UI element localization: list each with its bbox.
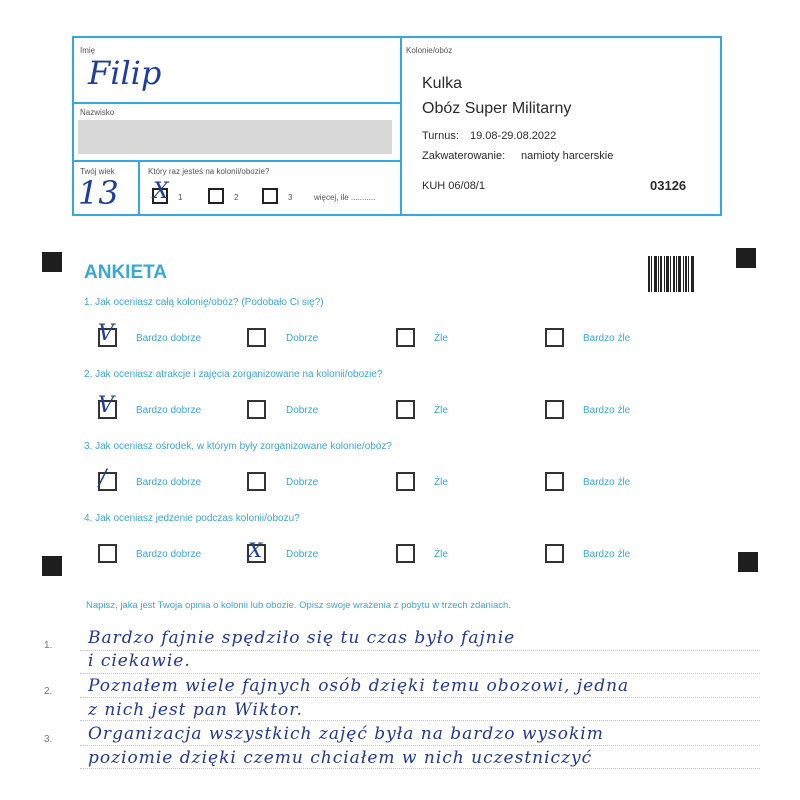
q3-bardzo-dobrze-label: Bardzo dobrze (136, 477, 202, 488)
q3-dobrze-checkbox[interactable] (247, 472, 266, 491)
q2-dobrze-label: Dobrze (286, 405, 319, 416)
q1-bardzo-zle-label: Bardzo źle (583, 333, 631, 344)
imie-value: Filip (88, 54, 162, 92)
camp-code: KUH 06/08/1 (422, 180, 485, 192)
nazwisko-label: Nazwisko (80, 108, 115, 117)
q2-zle-checkbox[interactable] (396, 400, 415, 419)
opinion-prompt: Napisz, jaka jest Twoja opinia o kolonii lub obozie. Opisz swoje wrażenia z pobytu w trzech zdaniach. (86, 600, 511, 611)
line-number-3: 3. (44, 734, 53, 745)
question-3: 3. Jak oceniasz ośrodek, w którym były zorganizowane kolonie/obóz? (84, 441, 392, 452)
survey-title: ANKIETA (84, 262, 168, 283)
q3-check-mark: / (99, 466, 107, 491)
answer-line (80, 720, 760, 721)
visit-2-checkbox[interactable] (208, 188, 224, 204)
q2-check-mark: V (98, 393, 114, 418)
q2-bardzo-zle-label: Bardzo źle (583, 405, 631, 416)
question-2: 2. Jak oceniasz atrakcje i zajęcia zorganizowane na kolonii/obozie? (84, 369, 383, 380)
q4-zle-label: Źle (434, 549, 448, 560)
answer-line (80, 697, 760, 698)
q4-dobrze-label: Dobrze (286, 549, 319, 560)
opinion-sentence-2-line-1: Poznałem wiele fajnych osób dzięki temu obozowi, jedna (88, 676, 630, 696)
line-number-2: 2. (44, 686, 53, 697)
q1-zle-checkbox[interactable] (396, 328, 415, 347)
q2-dobrze-checkbox[interactable] (247, 400, 266, 419)
q3-zle-checkbox[interactable] (396, 472, 415, 491)
q2-bardzo-zle-checkbox[interactable] (545, 400, 564, 419)
turnus-value: 19.08-29.08.2022 (470, 130, 557, 142)
opinion-sentence-2-line-2: z nich jest pan Wiktor. (88, 700, 303, 720)
wiek-value: 13 (78, 174, 119, 212)
opinion-sentence-3-line-1: Organizacja wszystkich zajęć była na bardzo wysokim (88, 724, 604, 744)
wiecej-label: więcej, ile ........... (314, 193, 376, 202)
q3-bardzo-zle-checkbox[interactable] (545, 472, 564, 491)
question-1: 1. Jak oceniasz całą kolonię/obóz? (Podobało Ci się?) (84, 297, 324, 308)
q1-bardzo-zle-checkbox[interactable] (545, 328, 564, 347)
q1-bardzo-dobrze-label: Bardzo dobrze (136, 333, 202, 344)
camp-name: Kulka (422, 75, 463, 92)
zakwaterowanie-label: Zakwaterowanie: (422, 150, 506, 162)
q4-bardzo-dobrze-label: Bardzo dobrze (136, 549, 202, 560)
q4-bardzo-dobrze-checkbox[interactable] (98, 544, 117, 563)
q4-bardzo-zle-label: Bardzo źle (583, 549, 631, 560)
q1-dobrze-checkbox[interactable] (247, 328, 266, 347)
q1-dobrze-label: Dobrze (286, 333, 319, 344)
form-number: 03126 (650, 178, 687, 193)
answer-line (80, 768, 760, 769)
opinion-sentence-3-line-2: poziomie dzięki czemu chciałem w nich uczestniczyć (88, 748, 593, 768)
visit-2-label: 2 (234, 193, 239, 202)
nazwisko-redacted (78, 120, 392, 154)
answer-line (80, 745, 760, 746)
opinion-sentence-1-line-1: Bardzo fajnie spędziło się tu czas było fajnie (88, 628, 516, 648)
line-number-1: 1. (44, 640, 53, 651)
turnus-label: Turnus: (422, 130, 459, 142)
q4-bardzo-zle-checkbox[interactable] (545, 544, 564, 563)
visit-1-label: 1 (178, 193, 183, 202)
registration-mark-top-right (736, 248, 756, 268)
camp-type: Obóz Super Militarny (422, 100, 572, 117)
zakwaterowanie-value: namioty harcerskie (521, 150, 614, 162)
header-form-box (72, 36, 722, 216)
visit-3-checkbox[interactable] (262, 188, 278, 204)
q3-dobrze-label: Dobrze (286, 477, 319, 488)
q1-check-mark: V (98, 321, 114, 346)
imie-label: Imię (80, 46, 96, 55)
q2-bardzo-dobrze-label: Bardzo dobrze (136, 405, 202, 416)
barcode (648, 256, 700, 292)
q2-zle-label: Źle (434, 405, 448, 416)
q3-bardzo-zle-label: Bardzo źle (583, 477, 631, 488)
visit-3-label: 3 (288, 193, 293, 202)
q4-zle-checkbox[interactable] (396, 544, 415, 563)
ktory-raz-label: Który raz jesteś na kolonii/obozie? (148, 167, 270, 176)
registration-mark-bottom-right (738, 552, 758, 572)
wiek-label: Twój wiek (80, 167, 115, 176)
opinion-sentence-1-line-2: i ciekawie. (88, 651, 191, 671)
q4-check-mark: X (248, 538, 263, 562)
registration-mark-top-left (42, 252, 62, 272)
q1-zle-label: Źle (434, 333, 448, 344)
answer-line (80, 673, 760, 674)
registration-mark-bottom-left (42, 556, 62, 576)
visit-1-check-mark: X (153, 179, 169, 204)
q3-zle-label: Źle (434, 477, 448, 488)
question-4: 4. Jak oceniasz jedzenie podczas kolonii/obozu? (84, 513, 300, 524)
kolonia-label: Kolonie/obóz (406, 46, 453, 55)
